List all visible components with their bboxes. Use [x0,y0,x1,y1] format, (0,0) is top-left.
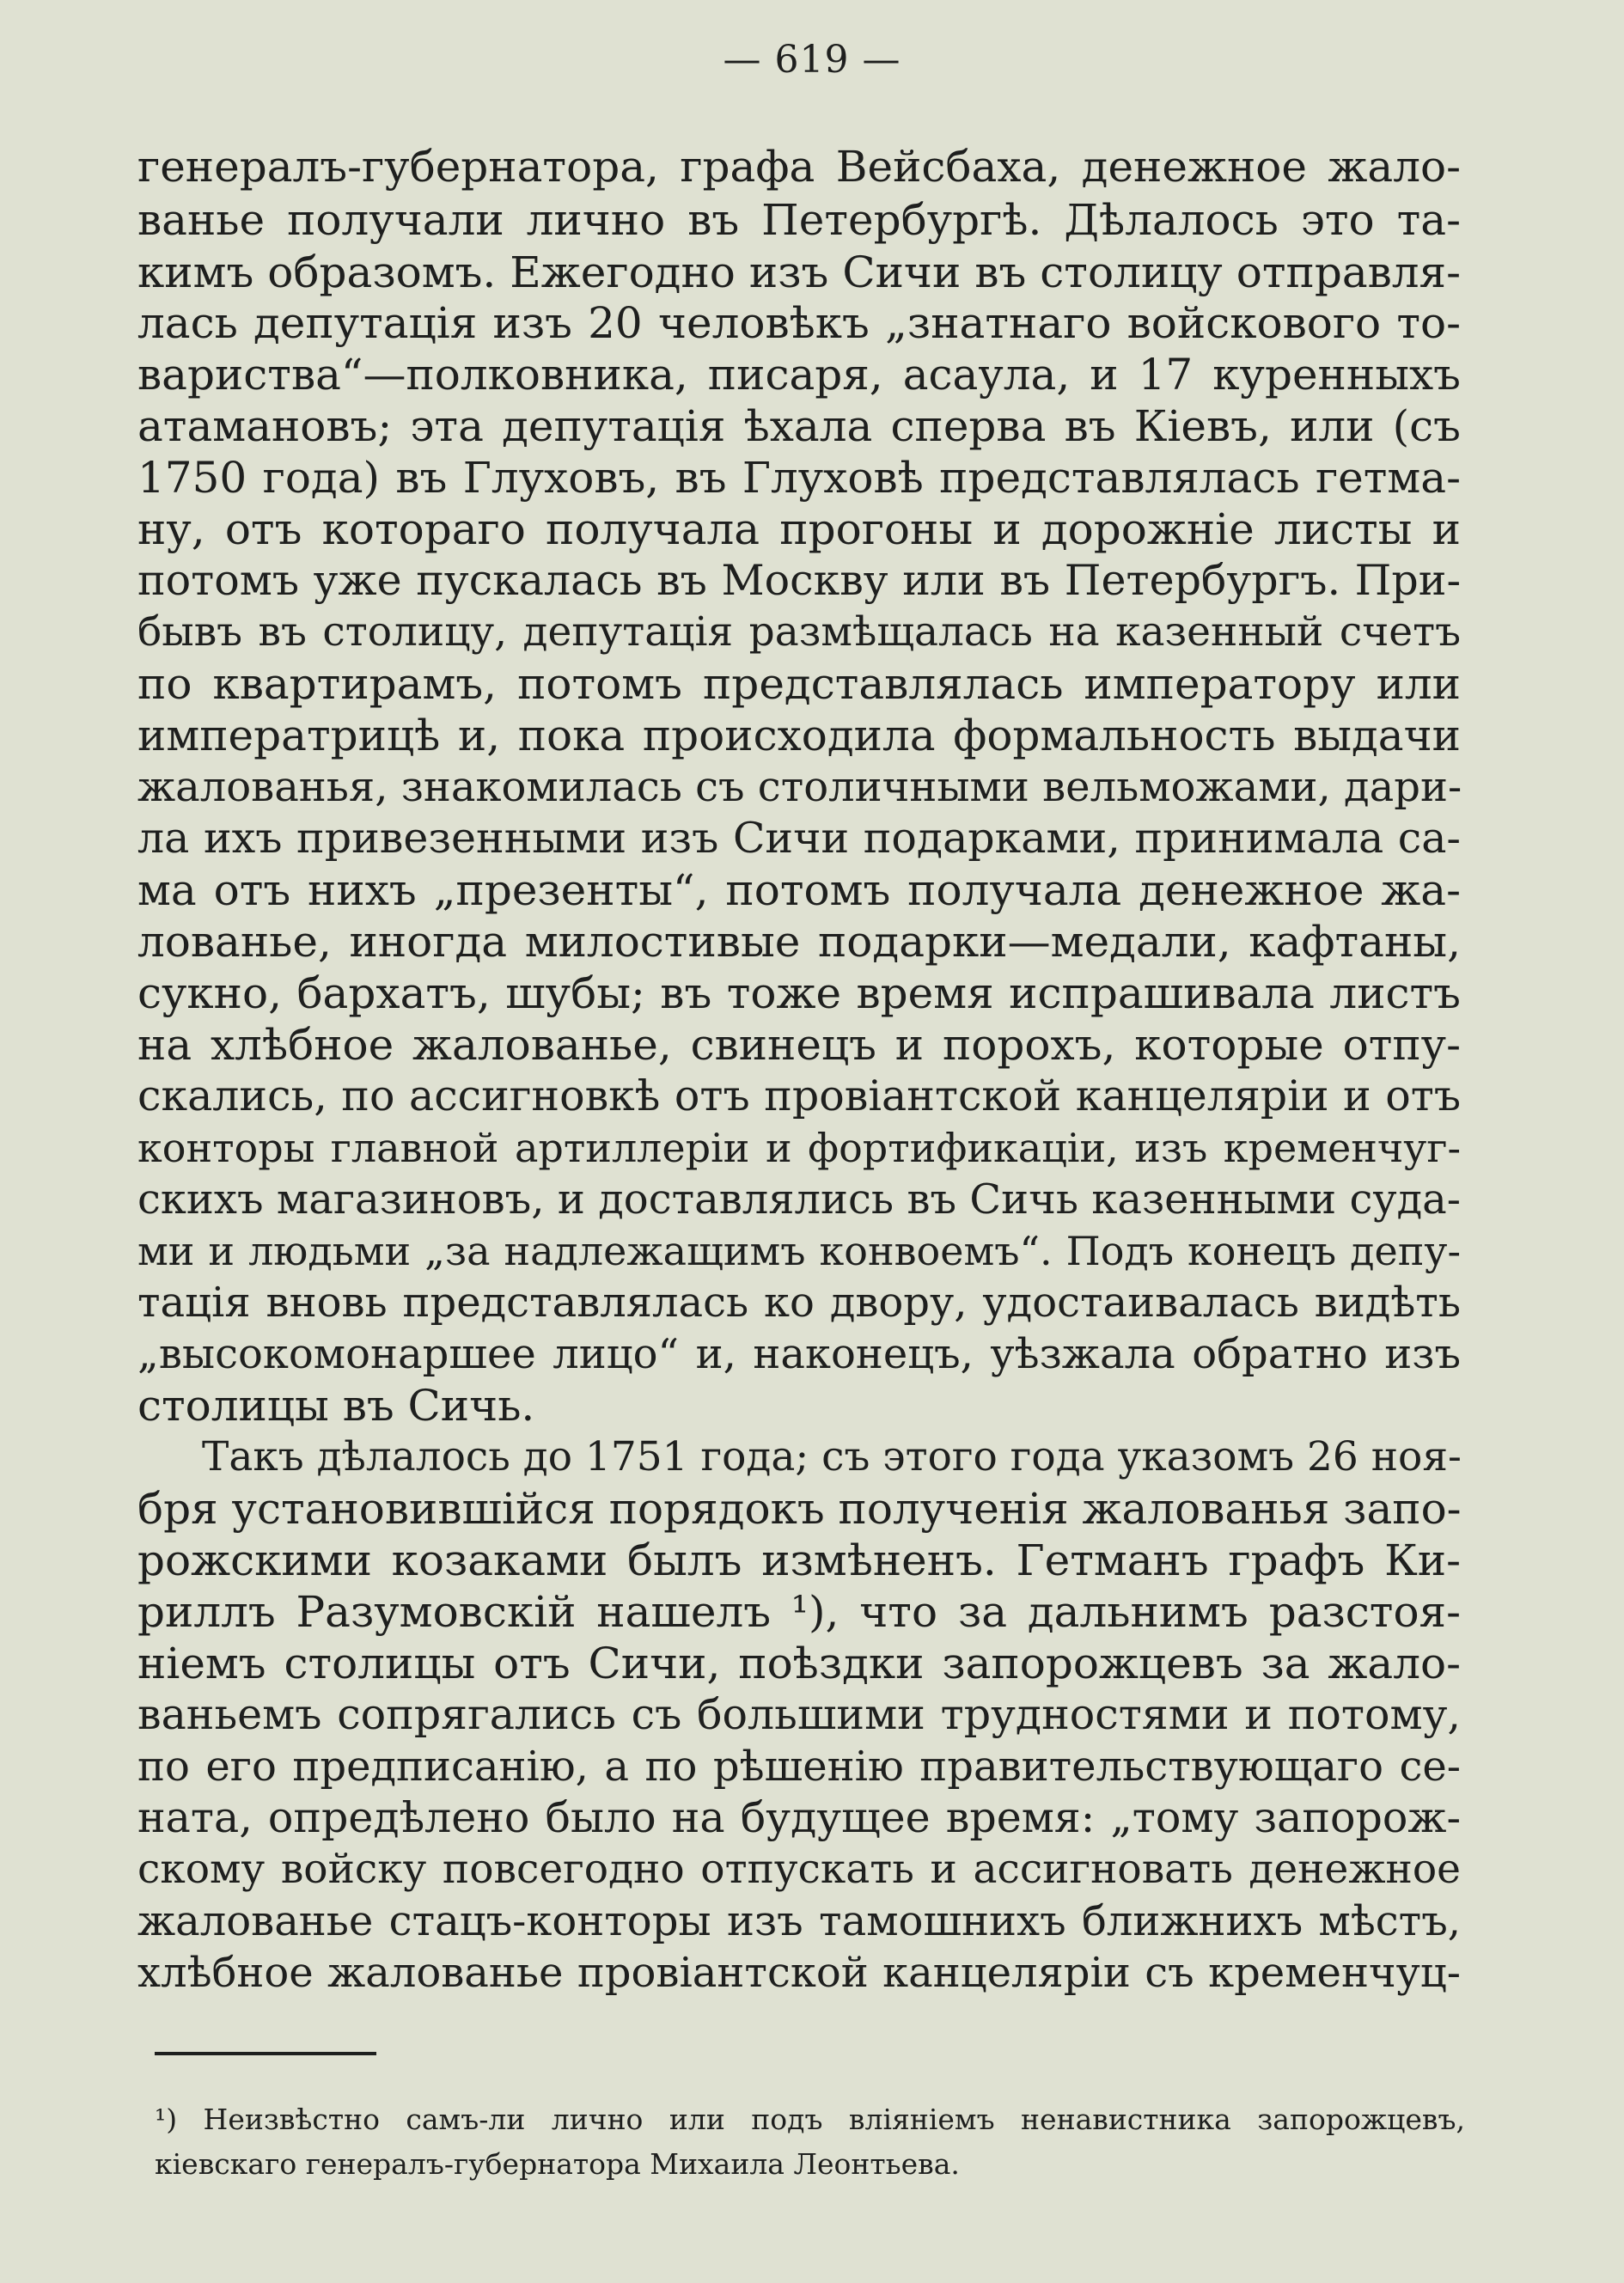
body-line: по его предписанію, а по рѣшенію правительствующаго се- [137,1743,1461,1791]
body-line: потомъ уже пускалась въ Москву или въ Петербургъ. При- [137,556,1461,605]
body-line: скому войску повсегодно отпускать и ассигновать денежное [137,1846,1461,1893]
body-line: ніемъ столицы отъ Сичи, поѣздки запорожцевъ за жало- [137,1639,1461,1688]
body-line: скались, по ассигновкѣ отъ провіантской канцеляріи и отъ [137,1071,1461,1120]
body-line: ваньемъ сопрягались съ большими трудностями и потому, [137,1690,1461,1739]
footnote-line: ¹) Неизвѣстно самъ-ли лично или подъ вліяніемъ ненавистника запорожцевъ, [155,2103,1465,2136]
body-line: на хлѣбное жалованье, свинецъ и порохъ, которые отпу- [137,1020,1461,1070]
page-number: — 619 — [723,38,901,82]
body-line: хлѣбное жалованье провіантской канцеляріи съ кременчуц- [137,1949,1461,1997]
body-line: рожскими козаками былъ измѣненъ. Гетманъ графъ Ки- [137,1535,1461,1585]
body-line: по квартирамъ, потомъ представлялась императору или [137,659,1461,709]
footnote-separator [155,2052,376,2055]
body-line: бря установившійся порядокъ полученія жалованья запо- [137,1484,1462,1534]
body-line: ната, опредѣлено было на будущее время: „тому запорож- [137,1793,1461,1842]
body-line: сукно, бархатъ, шубы; въ тоже время испрашивала листъ [137,968,1461,1018]
body-line: кимъ образомъ. Ежегодно изъ Сичи въ столицу отправля- [137,247,1461,297]
body-line: ла ихъ привезенными изъ Сичи подарками, принимала са- [137,814,1461,863]
body-line: столицы въ Сичь. [137,1381,535,1431]
body-line: тація вновь представлялась ко двору, удостаивалась видѣть [137,1279,1461,1327]
body-line: ма отъ нихъ „презенты“, потомъ получала денежное жа- [137,865,1461,915]
body-line: ми и людьми „за надлежащимъ конвоемъ“. Подъ конецъ депу- [137,1228,1461,1274]
body-line: жалованье стацъ-конторы изъ тамошнихъ ближнихъ мѣстъ, [137,1897,1461,1945]
body-line: конторы главной артиллеріи и фортификаціи, изъ кременчуг- [137,1125,1461,1171]
body-line: императрицѣ и, пока происходила формальность выдачи [137,711,1461,760]
body-line: Такъ дѣлалось до 1751 года; съ этого года указомъ 26 ноя- [202,1433,1462,1480]
body-line: 1750 года) въ Глуховъ, въ Глуховѣ представлялась гетма- [137,453,1461,503]
body-line: риллъ Разумовскій нашелъ ¹), что за дальнимъ разстоя- [137,1587,1461,1637]
body-line: ванье получали лично въ Петербургѣ. Дѣлалось это та- [137,195,1461,245]
body-line: жалованья, знакомилась съ столичными вельможами, дари- [137,763,1462,811]
body-line: лась депутація изъ 20 человѣкъ „знатнаго войскового то- [137,298,1461,348]
body-line: вариства“—полковника, писаря, асаула, и 17 куренныхъ [137,350,1461,400]
body-line: ну, отъ котораго получала прогоны и дорожніе листы и [137,504,1461,554]
body-line: лованье, иногда милостивые подарки—медали, кафтаны, [137,917,1461,967]
body-line: „высокомонаршее лицо“ и, наконецъ, уѣзжала обратно изъ [137,1330,1461,1378]
body-line: бывъ въ столицу, депутація размѣщалась на казенный счетъ [137,608,1461,656]
body-line: атамановъ; эта депутація ѣхала сперва въ Кіевъ, или (съ [137,401,1461,451]
body-line: генералъ-губернатора, графа Вейсбаха, денежное жало- [137,142,1461,192]
body-line: скихъ магазиновъ, и доставлялись въ Сичь казенными суда- [137,1175,1461,1224]
footnote-line: кіевскаго генералъ-губернатора Михаила Леонтьева. [155,2147,960,2181]
